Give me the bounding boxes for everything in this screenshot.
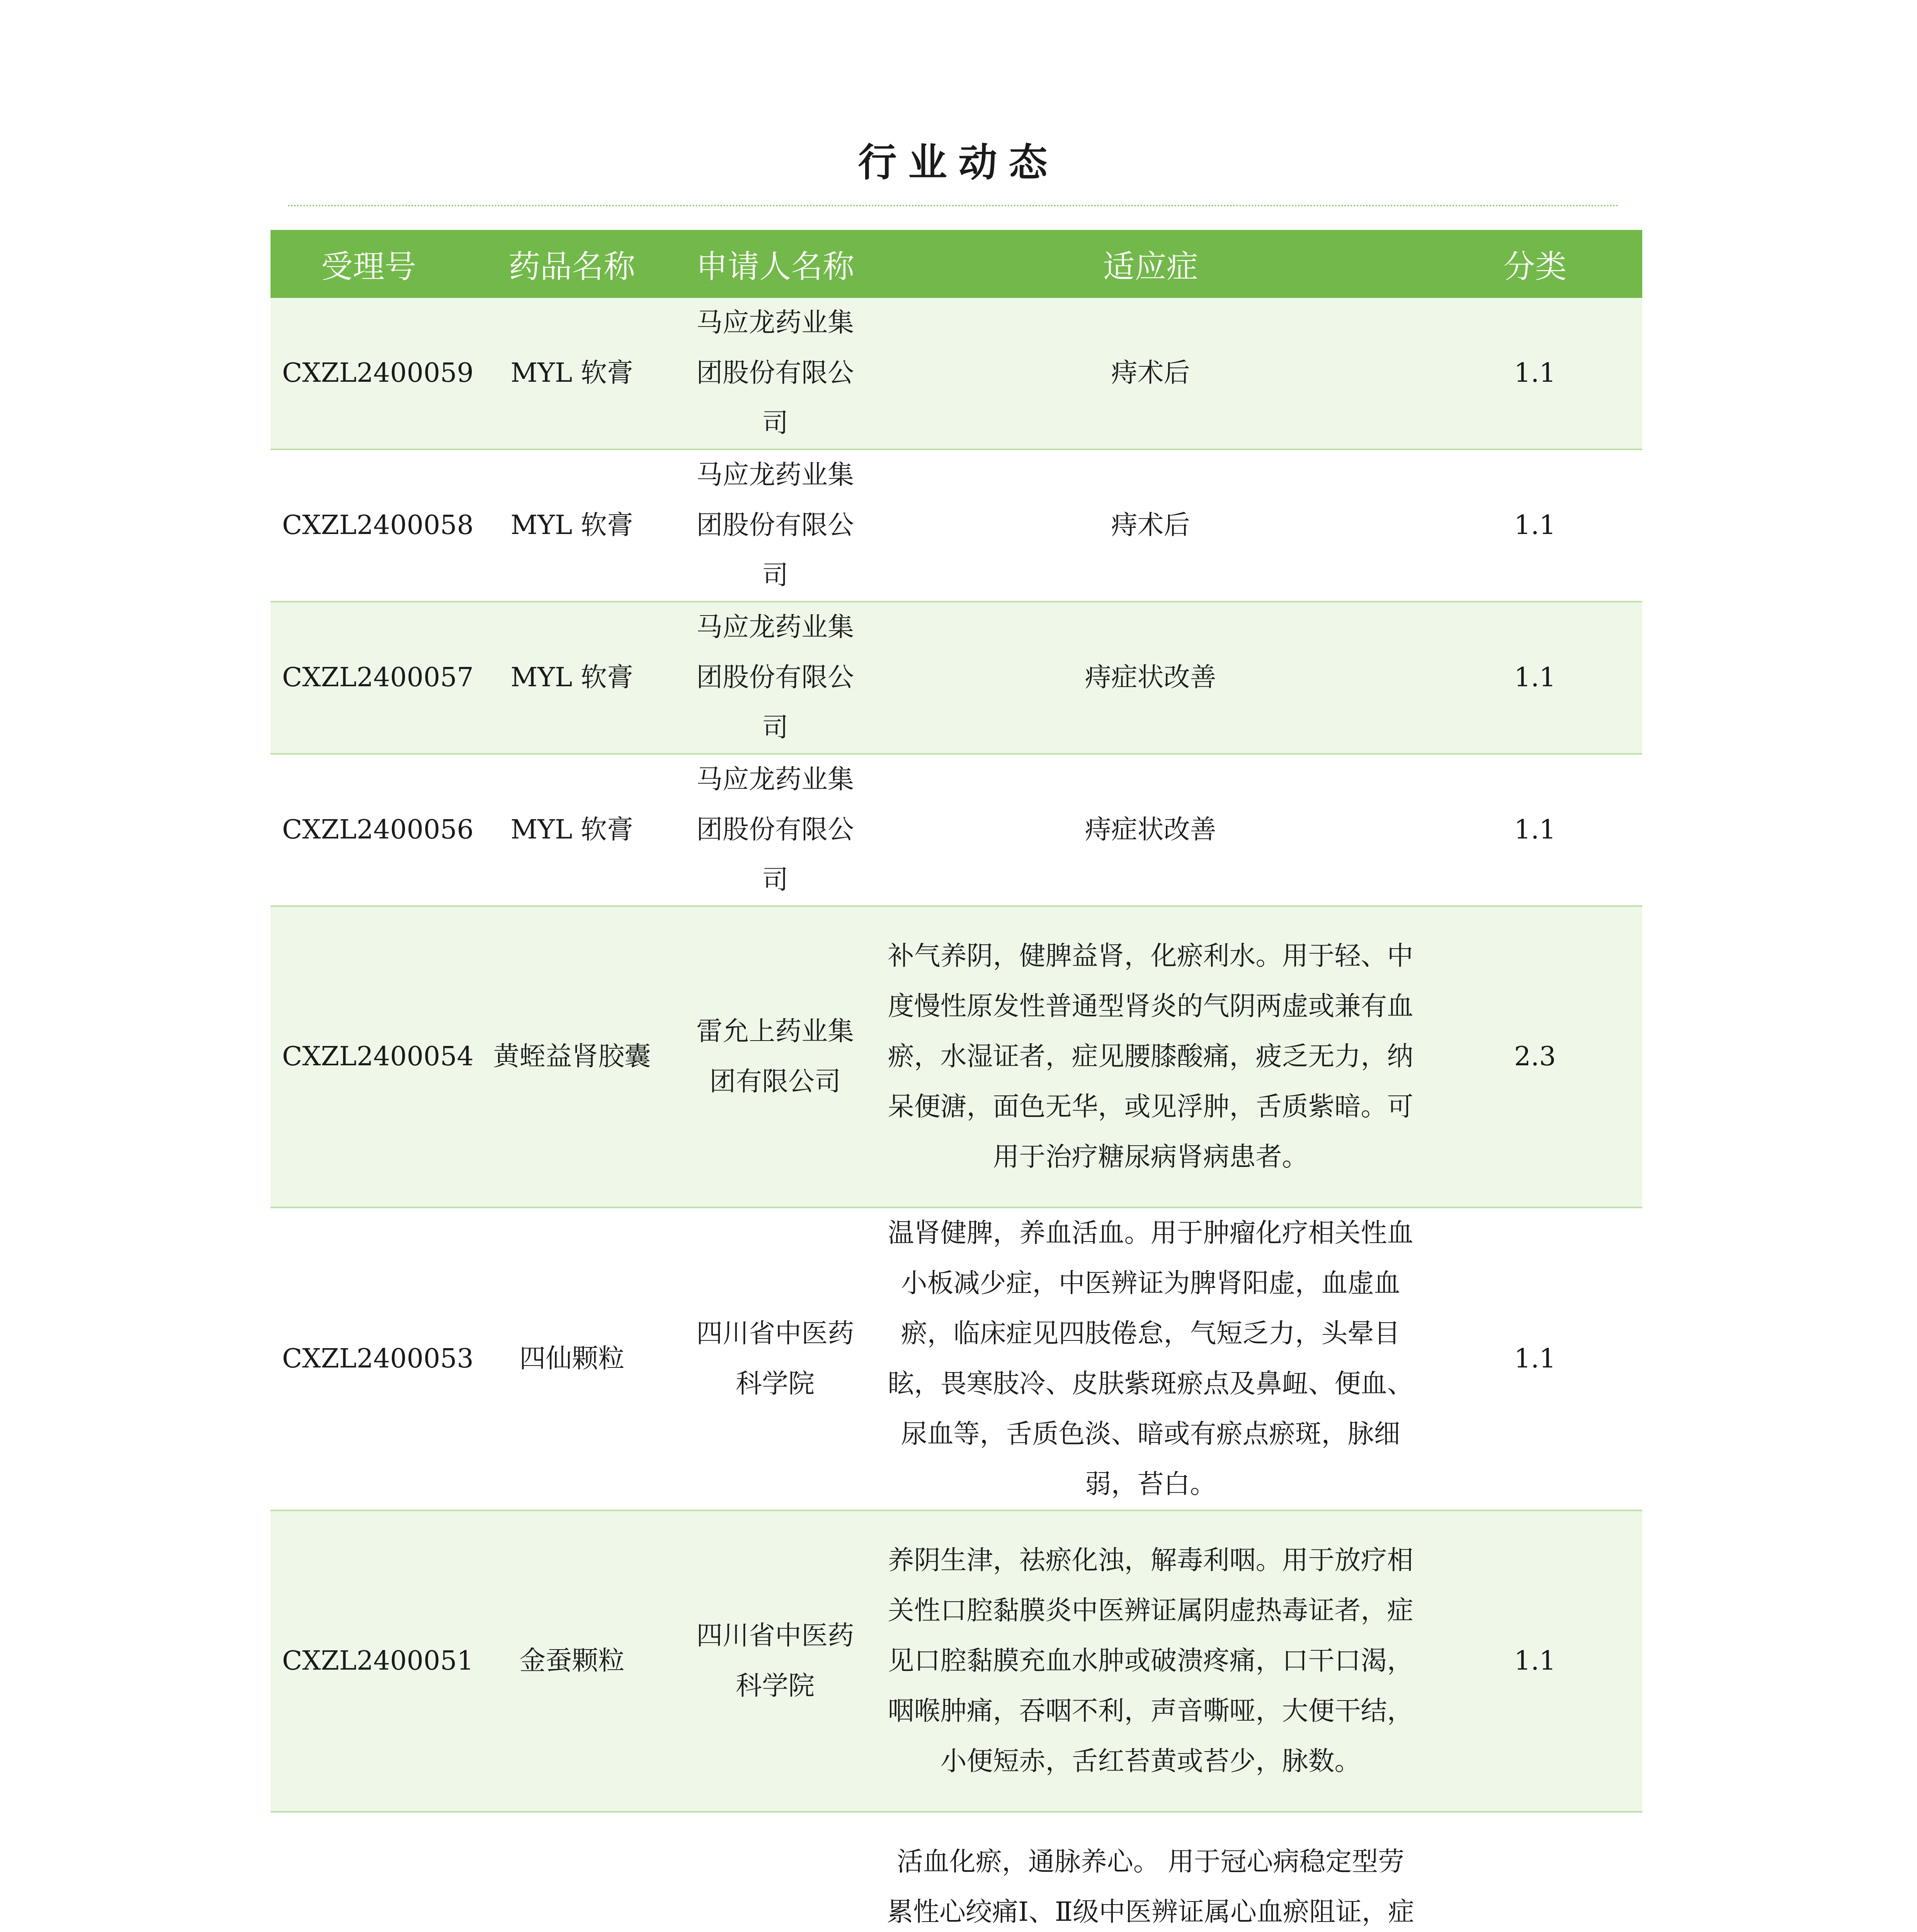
applicant: 马应龙药业集团股份有限公司 [677, 298, 873, 449]
table-row [270, 906, 1642, 1208]
applicant: 四川省中医药科学院 [677, 1510, 873, 1812]
indication: 痔术后 [873, 449, 1428, 602]
acceptance-number: CXZL2400056 [270, 754, 467, 906]
applicant: 雷允上药业集团有限公司 [677, 906, 873, 1208]
drug-name [467, 1812, 677, 1932]
table-row [270, 298, 1642, 449]
indication: 活血化瘀，通脉养心。 用于冠心病稳定型劳累性心绞痛Ⅰ、Ⅱ级中医辨证属心血瘀阻证，症 [873, 1812, 1428, 1932]
table-row [270, 602, 1642, 754]
header-indication: 适应症 [873, 230, 1428, 298]
acceptance-number: CXZL2400058 [270, 449, 467, 602]
drug-name: 金蚕颗粒 [467, 1510, 677, 1812]
table-row [270, 1510, 1642, 1812]
applicant [677, 1812, 873, 1932]
drug-name: MYL 软膏 [467, 602, 677, 754]
header-acceptance-number: 受理号 [270, 230, 467, 298]
indication: 痔症状改善 [873, 754, 1428, 906]
category: 1.1 [1428, 754, 1642, 906]
title-divider [288, 205, 1619, 206]
drug-name: MYL 软膏 [467, 754, 677, 906]
indication: 痔术后 [873, 298, 1428, 449]
indication: 温肾健脾，养血活血。用于肿瘤化疗相关性血小板减少症，中医辨证为脾肾阳虚，血虚血瘀，临床症见四肢倦怠，气短乏力，头晕目眩，畏寒肢冷、皮肤紫斑瘀点及鼻衄、便血、尿血等，舌质色淡、暗或有瘀点瘀斑，脉细弱，苔白。 [873, 1208, 1428, 1510]
acceptance-number: CXZL2400057 [270, 602, 467, 754]
applicant: 马应龙药业集团股份有限公司 [677, 602, 873, 754]
applicant: 马应龙药业集团股份有限公司 [677, 754, 873, 906]
category: 1.1 [1428, 298, 1642, 449]
drug-name: MYL 软膏 [467, 298, 677, 449]
category [1428, 1812, 1642, 1932]
category: 2.3 [1428, 906, 1642, 1208]
applicant: 马应龙药业集团股份有限公司 [677, 449, 873, 602]
category: 1.1 [1428, 1208, 1642, 1510]
table-header-row [270, 230, 1642, 298]
indication: 养阴生津，祛瘀化浊，解毒利咽。用于放疗相关性口腔黏膜炎中医辨证属阴虚热毒证者，症见口腔黏膜充血水肿或破溃疼痛，口干口渴，咽喉肿痛，吞咽不利，声音嘶哑，大便干结，小便短赤，舌红苔黄或苔少，脉数。 [873, 1510, 1428, 1812]
acceptance-number [270, 1812, 467, 1932]
acceptance-number: CXZL2400059 [270, 298, 467, 449]
acceptance-number: CXZL2400051 [270, 1510, 467, 1812]
page-title: 行业动态 [858, 139, 1059, 185]
header-drug-name: 药品名称 [467, 230, 677, 298]
category: 1.1 [1428, 602, 1642, 754]
acceptance-number: CXZL2400054 [270, 906, 467, 1208]
applicant: 四川省中医药科学院 [677, 1208, 873, 1510]
header-applicant: 申请人名称 [677, 230, 873, 298]
table-row [270, 1812, 1642, 1932]
drug-name: 黄蛭益肾胶囊 [467, 906, 677, 1208]
drug-name: 四仙颗粒 [467, 1208, 677, 1510]
table-row [270, 754, 1642, 906]
category: 1.1 [1428, 449, 1642, 602]
table-row [270, 1208, 1642, 1510]
drug-name: MYL 软膏 [467, 449, 677, 602]
header-category: 分类 [1428, 230, 1642, 298]
acceptance-number: CXZL2400053 [270, 1208, 467, 1510]
indication: 痔症状改善 [873, 602, 1428, 754]
drug-approval-table [270, 230, 1642, 1932]
table-row [270, 449, 1642, 602]
indication: 补气养阴，健脾益肾，化瘀利水。用于轻、中度慢性原发性普通型肾炎的气阴两虚或兼有血瘀，水湿证者，症见腰膝酸痛，疲乏无力，纳呆便溏，面色无华，或见浮肿，舌质紫暗。可用于治疗糖尿病肾病患者。 [873, 906, 1428, 1208]
category: 1.1 [1428, 1510, 1642, 1812]
